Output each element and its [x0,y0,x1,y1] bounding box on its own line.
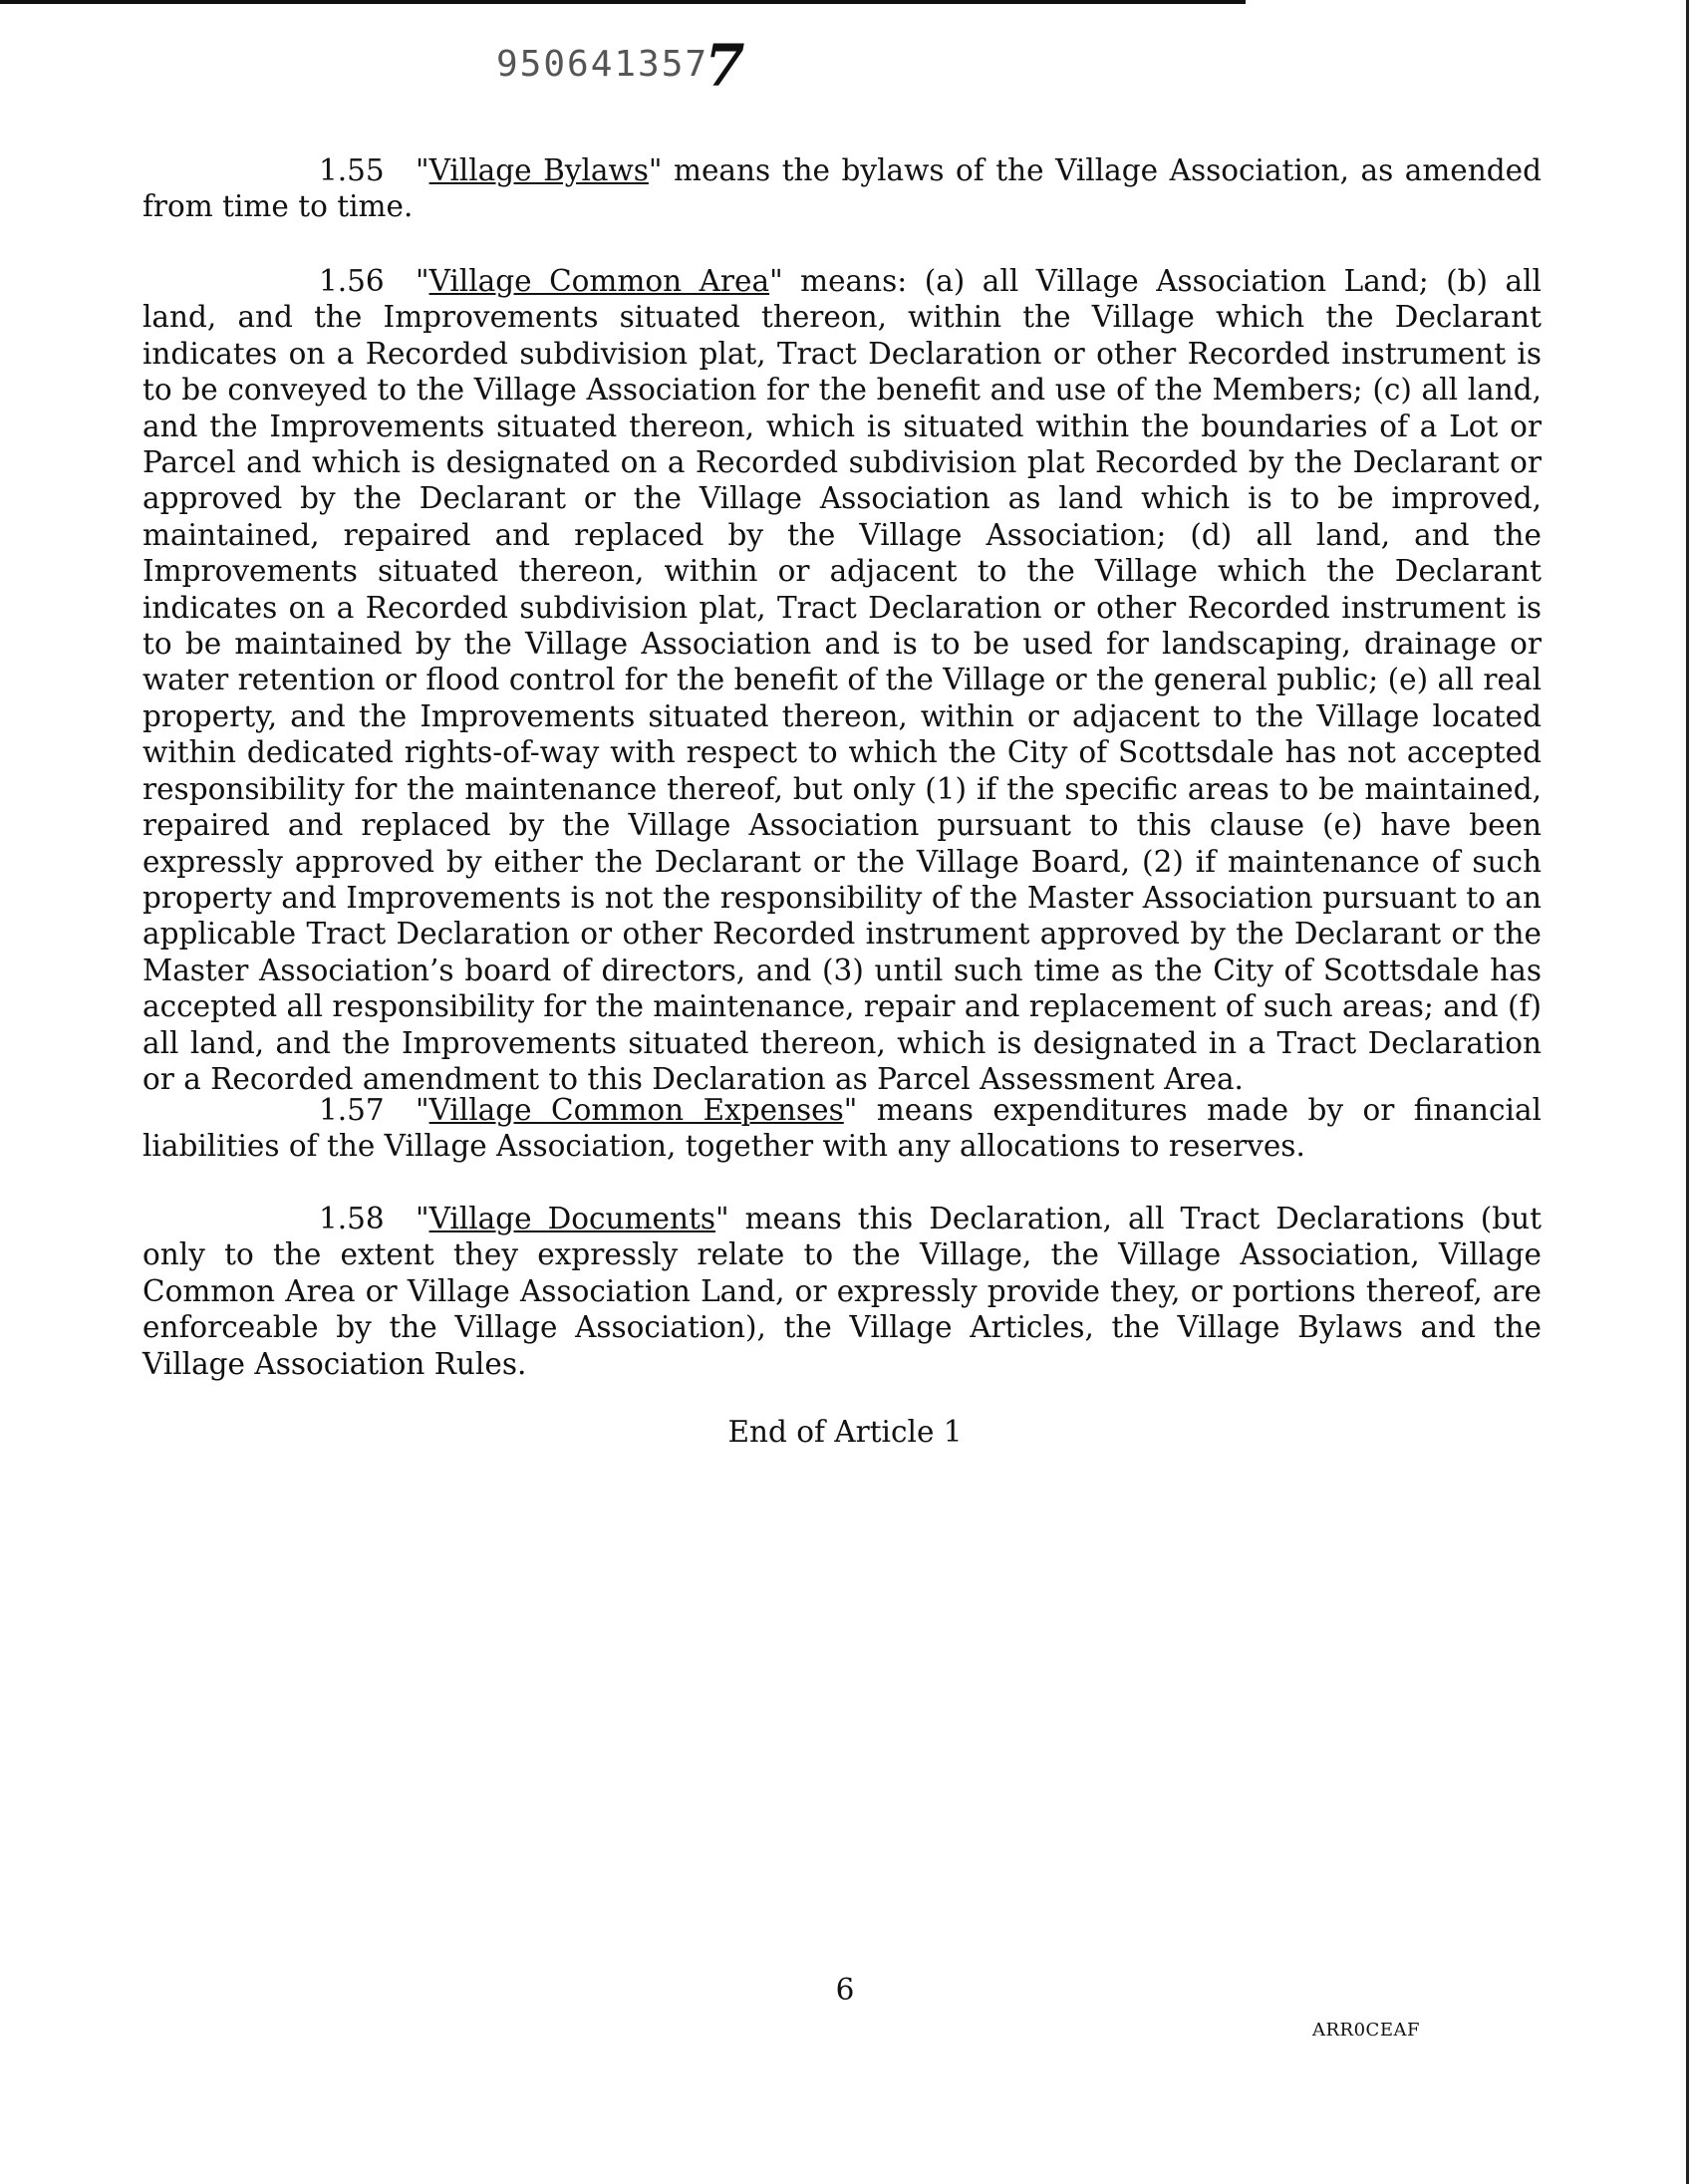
definition-text: means the bylaws of the Village Association, as amended from time to time. [142,153,1542,224]
defined-term: Village Documents [428,1202,715,1235]
definition-paragraph: 1.55 "Village Bylaws" means the bylaws of the Village Association, as amended from time to time. [142,153,1542,224]
section-number: 1.55 [319,153,385,187]
section-number: 1.56 [319,264,385,298]
handwritten-mark: 7 [704,32,747,100]
recording-number: 950641357 [496,44,709,85]
definition-text: means expenditures made by or financial liabilities of the Village Association, together with any allocations to reserves. [142,1093,1542,1164]
definition-text: means this Declaration, all Tract Declarations (but only to the extent they expressly relate to the Village, the Village Association, Village Common Area or Village Association Land, or expressly provide they, or portions thereof, are enforceable by the Village Association), the Village Articles, the Village Bylaws and the Village Association Rules. [142,1202,1542,1381]
definition-text: means: (a) all Village Association Land; (b) all land, and the Improvements situated thereon, within the Village which the Declarant indicates on a Recorded subdivision plat, Tract Declaration or other Recorded instrument is to be conveyed to the Village Association for the benefit and use of the Members; (c) all land, and the Improvements situated thereon, which is situated within the boundaries of a Lot or Parcel and which is designated on a Recorded subdivision plat Recorded by the Declarant or approved by the Declarant or the Village Association as land which is to be improved, maintained, repaired and replaced by the Village Association; (d) all land, and the Improvements situated thereon, within or adjacent to the Village which the Declarant indicates on a Recorded subdivision plat, Tract Declaration or other Recorded instrument is to be maintained by the Village Association and is to be used for landscaping, drainage or water retention or flood control for the benefit of the Village or the general public; (e) all real property, and the Improvements situated thereon, within or adjacent to the Village located within dedicated rights-of-way with respect to which the City of Scottsdale has not accepted responsibility for the maintenance thereof, but only (1) if the specific areas to be maintained, repaired and replaced by the Village Association pursuant to this clause (e) have been expressly approved by either the Declarant or the Village Board, (2) if maintenance of such property and Improvements is not the responsibility of the Master Association pursuant to an applicable Tract Declaration or other Recorded instrument approved by the Declarant or the Master Association’s board of directors, and (3) until such time as the City of Scottsdale has accepted all responsibility for the maintenance, repair and replacement of such areas; and (f) all land, and the Improvements situated thereon, which is designated in a Tract Declaration or a Recorded amendment to this Declaration as Parcel Assessment Area. [142,264,1542,1096]
section-1-58 [142,1201,1542,1382]
document-code: ARR0CEAF [1312,2020,1420,2041]
top-scan-border [0,0,1246,4]
definition-paragraph: 1.57 "Village Common Expenses" means expenditures made by or financial liabilities of the Village Association, together with any allocations to reserves. [142,1093,1542,1164]
end-of-article: End of Article 1 [727,1415,963,1449]
right-scan-border [1686,0,1689,2184]
defined-term: Village Bylaws [428,153,649,187]
section-number: 1.57 [319,1093,385,1127]
page-number: 6 [835,1973,855,2007]
defined-term: Village Common Area [428,264,770,298]
definition-paragraph: 1.58 "Village Documents" means this Declaration, all Tract Declarations (but only to the extent they expressly relate to the Village, the Village Association, Village Common Area or Village Association Land, or expressly provide they, or portions thereof, are enforceable by the Village Association), the Village Articles, the Village Bylaws and the Village Association Rules. [142,1202,1542,1381]
section-1-57 [142,1092,1542,1165]
section-1-56 [142,263,1542,1097]
defined-term: Village Common Expenses [428,1093,844,1127]
section-number: 1.58 [319,1202,385,1235]
section-1-55 [142,152,1542,225]
recording-number-stamp [496,22,747,100]
definition-paragraph: 1.56 "Village Common Area" means: (a) all Village Association Land; (b) all land, and the Improvements situated thereon, within the Village which the Declarant indicates on a Recorded subdivision plat, Tract Declaration or other Recorded instrument is to be conveyed to the Village Association for the benefit and use of the Members; (c) all land, and the Improvements situated thereon, which is situated within the boundaries of a Lot or Parcel and which is designated on a Recorded subdivision plat Recorded by the Declarant or approved by the Declarant or the Village Association as land which is to be improved, maintained, repaired and replaced by the Village Association; (d) all land, and the Improvements situated thereon, within or adjacent to the Village which the Declarant indicates on a Recorded subdivision plat, Tract Declaration or other Recorded instrument is to be maintained by the Village Association and is to be used for landscaping, drainage or water retention or flood control for the benefit of the Village or the general public; (e) all real property, and the Improvements situated thereon, within or adjacent to the Village located within dedicated rights-of-way with respect to which the City of Scottsdale has not accepted responsibility for the maintenance thereof, but only (1) if the specific areas to be maintained, repaired and replaced by the Village Association pursuant to this clause (e) have been expressly approved by either the Declarant or the Village Board, (2) if maintenance of such property and Improvements is not the responsibility of the Master Association pursuant to an applicable Tract Declaration or other Recorded instrument approved by the Declarant or the Master Association’s board of directors, and (3) until such time as the City of Scottsdale has accepted all responsibility for the maintenance, repair and replacement of such areas; and (f) all land, and the Improvements situated thereon, which is designated in a Tract Declaration or a Recorded amendment to this Declaration as Parcel Assessment Area. [142,264,1542,1096]
